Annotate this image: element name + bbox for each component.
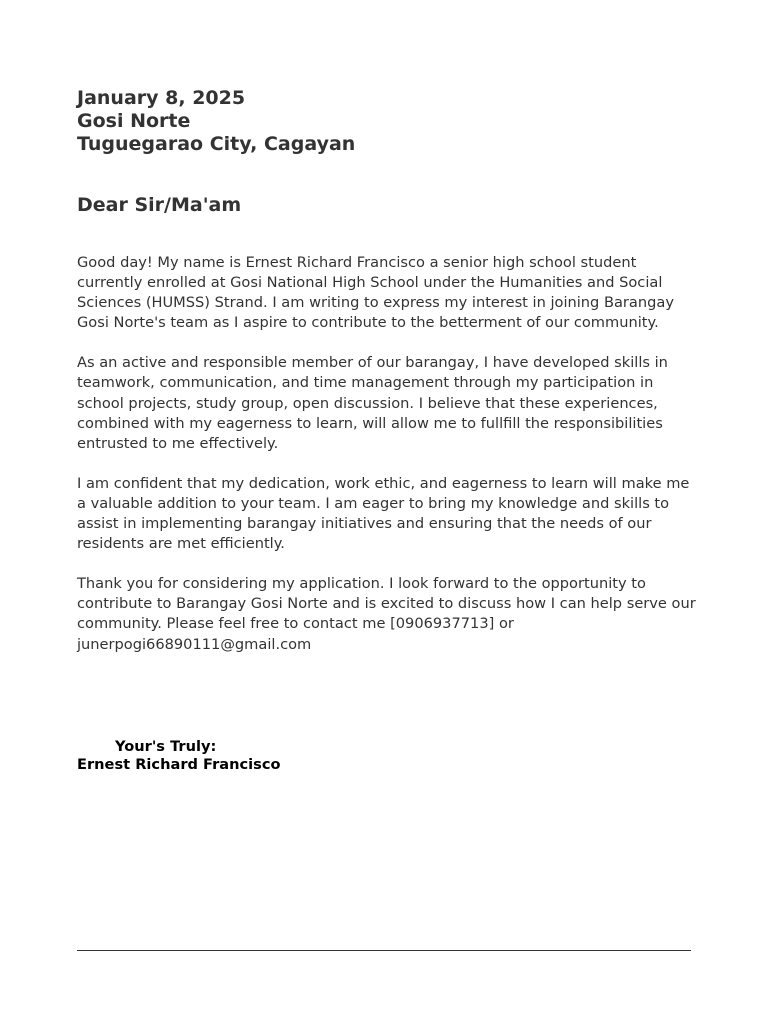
- letter-header: [77, 87, 697, 156]
- paragraph-introduction: Good day! My name is Ernest Richard Francisco a senior high school student currently enrolled at Gosi National High School under the Humanities and Social Sciences (HUMSS) Strand. I am writing to express my interest in joining Barangay Gosi Norte's team as I aspire to contribute to the betterment of our community.: [77, 254, 674, 332]
- paragraph-thanks-contact: Thank you for considering my application. I look forward to the opportunity to contribute to Barangay Gosi Norte and is excited to discuss how I can help serve our community. Please feel free to contact me [0906937713] or junerpogi66890111@gmail.com: [77, 575, 696, 653]
- letter-date: January 8, 2025: [77, 87, 246, 109]
- letter-body: [77, 253, 697, 675]
- valediction: Your's Truly:: [115, 738, 217, 755]
- sender-location-barangay: Gosi Norte: [77, 110, 191, 132]
- footer-divider: [77, 950, 691, 951]
- paragraph-skills: As an active and responsible member of our barangay, I have developed skills in teamwork, communication, and time management through my participation in school projects, study group, open discussion. I believe that these experiences, combined with my eagerness to learn, will allow me to fullfill the responsibilities entrusted to me effectively.: [77, 354, 668, 452]
- sender-location-city: Tuguegarao City, Cagayan: [77, 133, 356, 155]
- letter-closing: [77, 738, 281, 774]
- paragraph-confidence: I am confident that my dedication, work ethic, and eagerness to learn will make me a valuable addition to your team. I am eager to bring my knowledge and skills to assist in implementing barangay initiatives and ensuring that the needs of our residents are met efficiently.: [77, 474, 690, 553]
- salutation: Dear Sir/Ma'am: [77, 194, 242, 216]
- signer-name: Ernest Richard Francisco: [77, 756, 281, 773]
